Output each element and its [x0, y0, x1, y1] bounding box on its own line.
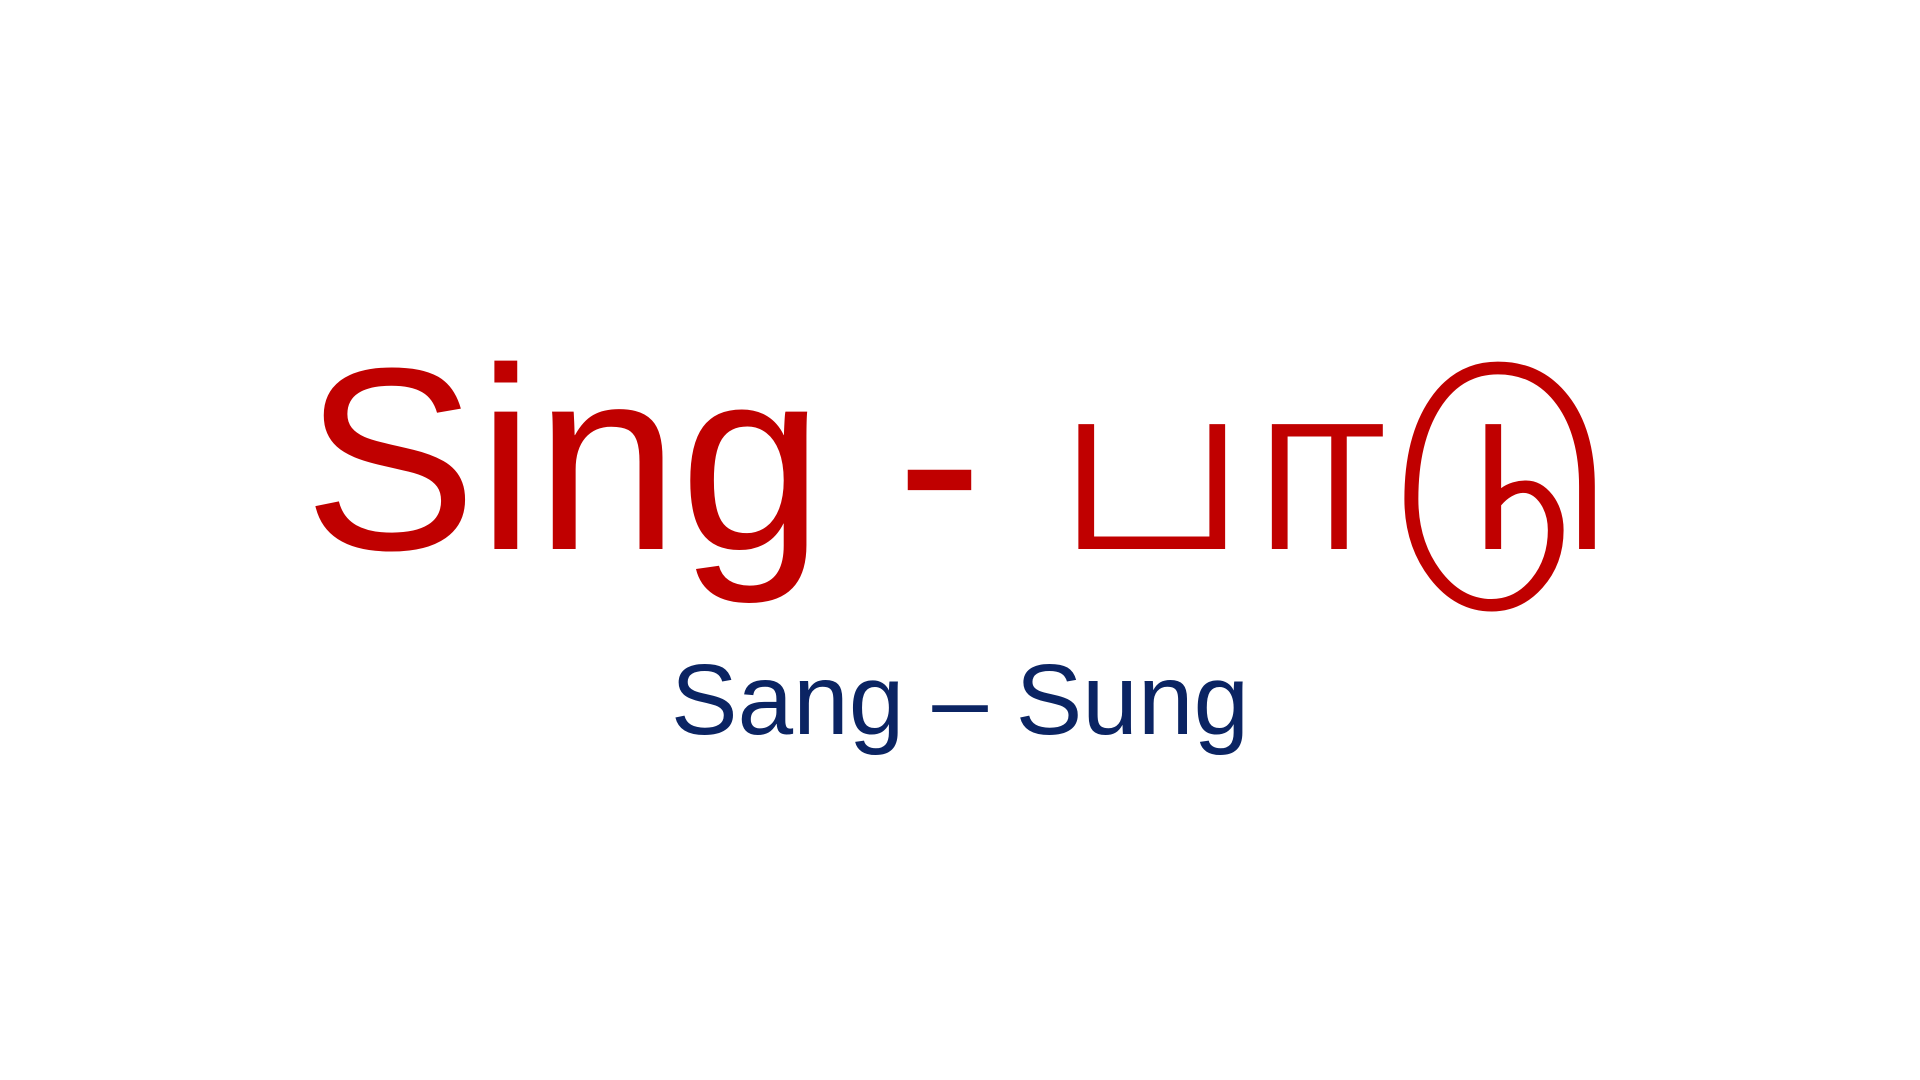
headword-title: Sing - பாடு — [303, 315, 1617, 605]
verb-forms-subtitle: Sang – Sung — [670, 644, 1250, 756]
